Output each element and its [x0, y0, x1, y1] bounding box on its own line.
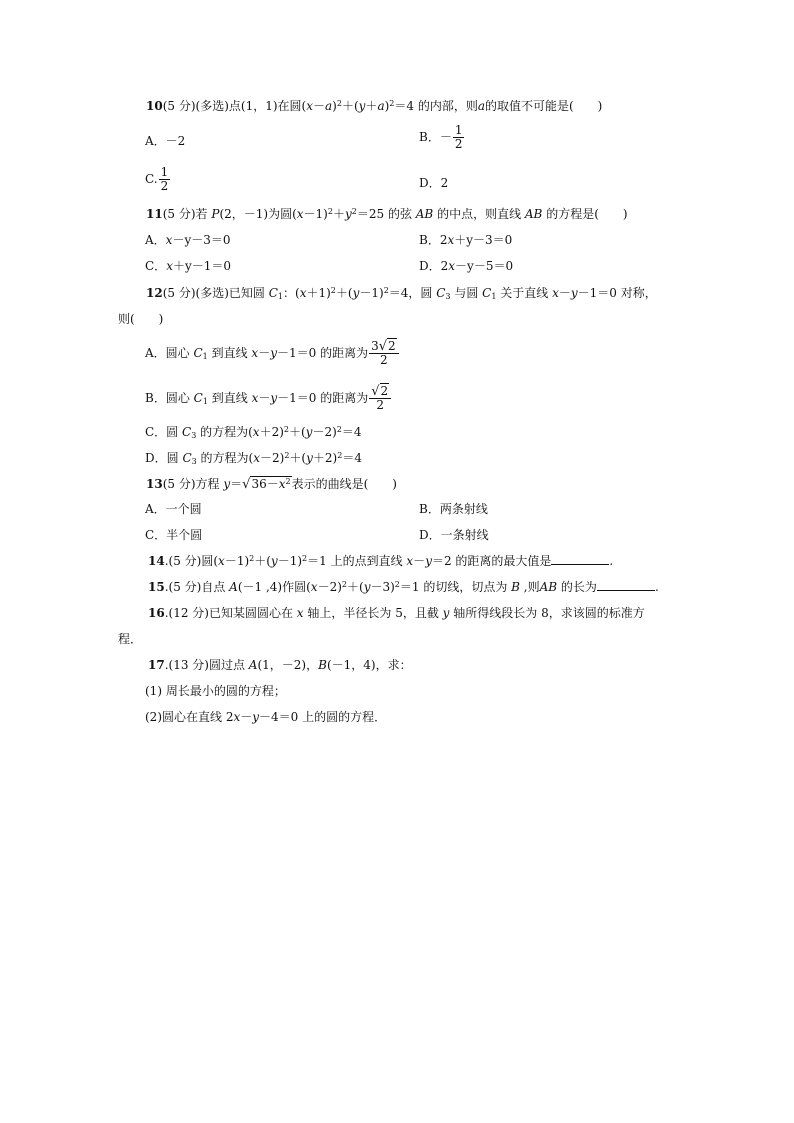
question-11-option-c: C．x＋y－1＝0: [145, 259, 232, 273]
question-12-stem: 12(5 分)(多选)已知圆 $C_1$：$(x+1)^2+(y-1)^2=4$，圆 $C_3$ 与圆 $C_1$ 关于直线 x－y－1＝0 对称，: [146, 286, 657, 301]
question-13-option-c: C．半个圆: [145, 528, 203, 542]
question-12-option-c: C．圆 $C_3$ 的方程为$(x+2)^2+(y-2)^2=4$: [145, 425, 362, 440]
question-12-option-b: B．圆心 $C_1$ 到直线 x－y－1＝0 的距离为 $\frac{√2}{2}$: [145, 381, 392, 415]
square-root: $√36-x^2$: [242, 477, 291, 492]
fraction: $\frac{√2}{2}$: [369, 385, 391, 412]
question-17-stem: 17.(13 分)圆过点 A(1，－2)，B(－1，4)，求：: [148, 658, 412, 672]
question-number: 10: [146, 99, 163, 113]
question-17-part-1: (1) 周长最小的圆的方程；: [145, 684, 286, 698]
fraction: $\frac{1}{2}$: [160, 165, 169, 193]
question-11-stem: 11(5 分)若 P(2，－1)为圆$(x-1)^2+y^2=25$ 的弦 AB 的中点，则直线 AB 的方程是( ): [146, 207, 628, 221]
question-17-part-2: (2)圆心在直线 2x－y－4＝0 上的圆的方程．: [145, 710, 387, 724]
question-12-stem-cont: 则( ): [118, 312, 164, 326]
question-10-option-a: A．－2: [145, 134, 186, 148]
question-15-stem: 15.(5 分)自点 A(－1 ,4)作圆$(x-2)^2+(y-3)^2=1$ 的切线，切点为 B ,则AB 的长为 .: [148, 580, 659, 594]
question-14-stem: 14.(5 分)圆$(x-1)^2+(y-1)^2=1$ 上的点到直线 x－y＝2 的距离的最大值是 .: [148, 554, 614, 568]
question-12-option-d: D．圆 $C_3$ 的方程为$(x-2)^2+(y+2)^2=4$: [145, 451, 362, 466]
question-16-stem-cont: 程．: [118, 632, 143, 646]
question-13-option-a: A．一个圆: [145, 502, 202, 516]
question-12-option-a: A．圆心 $C_1$ 到直线 x－y－1＝0 的距离为 $\frac{3√2}{2}$: [145, 336, 400, 370]
fraction: $\frac{1}{2}$: [454, 123, 463, 151]
question-11-option-d: D．2x－y－5＝0: [419, 259, 514, 273]
question-13-stem: 13(5 分)方程 $y=√36-x^2$表示的曲线是( ): [146, 477, 397, 492]
answer-blank[interactable]: [597, 579, 655, 591]
question-13-option-b: B．两条射线: [419, 502, 488, 516]
question-16-stem: 16.(12 分)已知某圆圆心在 x 轴上，半径长为 5，且截 y 轴所得线段长为 8，求该圆的标准方: [148, 606, 645, 620]
fraction: $\frac{3√2}{2}$: [369, 340, 399, 367]
question-11-option-a: A．x－y－3＝0: [145, 233, 231, 247]
question-10-option-c: C. $\frac{1}{2}$: [145, 165, 169, 193]
question-10-option-b: B．－ $\frac{1}{2}$: [419, 123, 463, 151]
answer-blank[interactable]: [551, 553, 609, 565]
question-13-option-d: D．一条射线: [419, 528, 489, 542]
question-11-option-b: B．2x＋y－3＝0: [419, 233, 513, 247]
question-10-stem: 10(5 分)(多选)点(1，1)在圆$(x-a)^2+(y+a)^2=4$ 的内部，则a的取值不可能是( ): [146, 99, 603, 113]
question-10-option-d: D．2: [419, 176, 449, 190]
